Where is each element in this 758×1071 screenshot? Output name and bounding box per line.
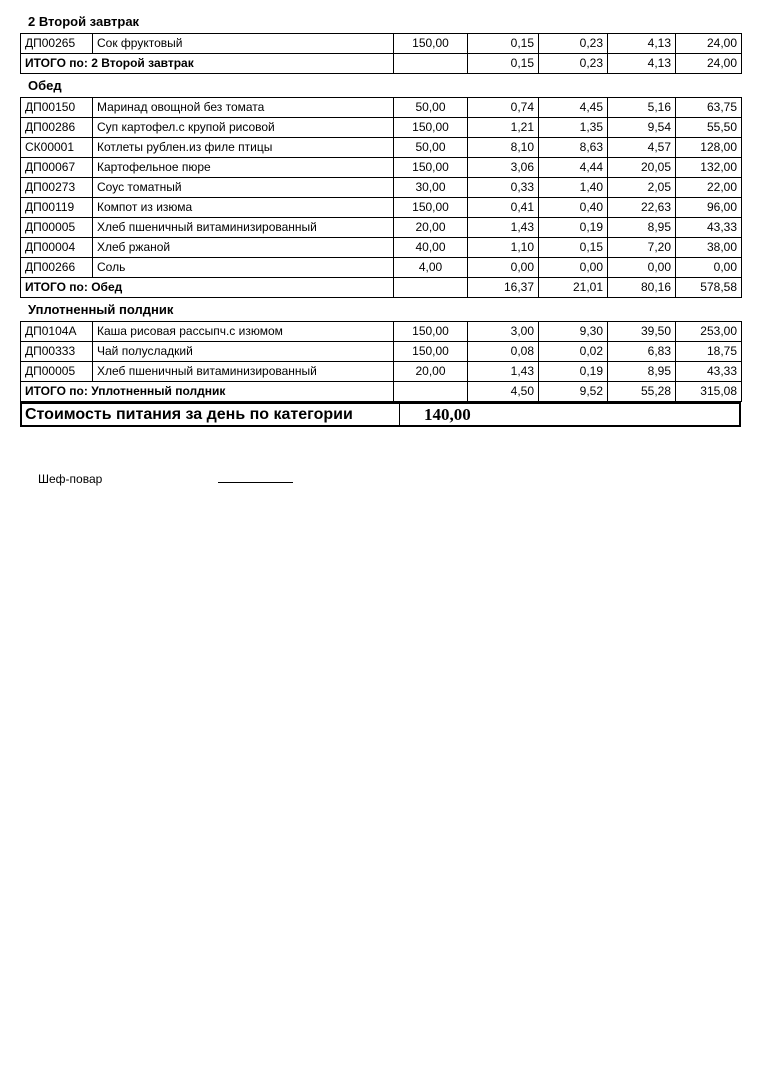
item-value-2: 0,02 (539, 342, 608, 362)
item-value-1: 0,41 (468, 198, 539, 218)
item-value-1: 1,43 (468, 218, 539, 238)
section-total-label: ИТОГО по: Обед (21, 278, 394, 298)
section-total-label: ИТОГО по: Уплотненный полдник (21, 382, 394, 402)
table-row (21, 238, 742, 258)
item-value-4: 132,00 (676, 158, 742, 178)
daily-cost-label: Стоимость питания за день по категории (22, 404, 400, 425)
item-qty: 150,00 (394, 34, 468, 54)
menu-section (0, 14, 758, 74)
section-total-value-3: 4,13 (608, 54, 676, 74)
item-value-3: 9,54 (608, 118, 676, 138)
item-qty: 20,00 (394, 218, 468, 238)
item-name: Сок фруктовый (93, 34, 394, 54)
menu-section (0, 302, 758, 402)
item-value-4: 253,00 (676, 322, 742, 342)
item-code: ДП00005 (21, 218, 93, 238)
item-value-2: 0,00 (539, 258, 608, 278)
item-code: СК00001 (21, 138, 93, 158)
table-row (21, 98, 742, 118)
item-value-4: 43,33 (676, 362, 742, 382)
item-value-4: 96,00 (676, 198, 742, 218)
section-total-row (21, 382, 742, 402)
item-code: ДП00004 (21, 238, 93, 258)
item-value-3: 6,83 (608, 342, 676, 362)
item-name: Компот из изюма (93, 198, 394, 218)
item-value-2: 1,35 (539, 118, 608, 138)
item-name: Каша рисовая рассыпч.с изюмом (93, 322, 394, 342)
item-value-4: 18,75 (676, 342, 742, 362)
table-row (21, 342, 742, 362)
item-value-4: 22,00 (676, 178, 742, 198)
item-qty: 150,00 (394, 118, 468, 138)
section-total-value-1: 4,50 (468, 382, 539, 402)
item-name: Хлеб пшеничный витаминизированный (93, 218, 394, 238)
section-total-value-1: 16,37 (468, 278, 539, 298)
item-value-1: 1,10 (468, 238, 539, 258)
item-qty: 150,00 (394, 322, 468, 342)
item-value-1: 1,43 (468, 362, 539, 382)
item-value-2: 0,19 (539, 218, 608, 238)
item-qty: 150,00 (394, 198, 468, 218)
section-title: Обед (28, 78, 62, 93)
section-total-qty (394, 54, 468, 74)
item-value-3: 39,50 (608, 322, 676, 342)
item-name: Картофельное пюре (93, 158, 394, 178)
daily-cost-row (20, 402, 741, 427)
table-row (21, 362, 742, 382)
item-value-3: 22,63 (608, 198, 676, 218)
item-value-4: 63,75 (676, 98, 742, 118)
item-qty: 150,00 (394, 158, 468, 178)
section-total-value-1: 0,15 (468, 54, 539, 74)
item-value-2: 4,44 (539, 158, 608, 178)
section-total-qty (394, 382, 468, 402)
item-name: Котлеты рублен.из филе птицы (93, 138, 394, 158)
item-qty: 150,00 (394, 342, 468, 362)
section-total-value-2: 9,52 (539, 382, 608, 402)
item-qty: 4,00 (394, 258, 468, 278)
signature-line (218, 469, 293, 483)
table-row (21, 322, 742, 342)
meal-cost-report-page (0, 0, 758, 485)
signature-block (38, 469, 758, 485)
item-name: Соль (93, 258, 394, 278)
item-value-3: 4,13 (608, 34, 676, 54)
item-code: ДП0104А (21, 322, 93, 342)
item-qty: 40,00 (394, 238, 468, 258)
item-value-4: 0,00 (676, 258, 742, 278)
section-title: 2 Второй завтрак (28, 14, 140, 29)
table-row (21, 218, 742, 238)
item-value-2: 0,40 (539, 198, 608, 218)
table-row (21, 178, 742, 198)
item-value-3: 5,16 (608, 98, 676, 118)
item-value-2: 9,30 (539, 322, 608, 342)
section-total-value-2: 0,23 (539, 54, 608, 74)
item-value-3: 8,95 (608, 218, 676, 238)
section-title: Уплотненный полдник (28, 302, 174, 317)
item-qty: 30,00 (394, 178, 468, 198)
item-value-2: 0,23 (539, 34, 608, 54)
item-code: ДП00067 (21, 158, 93, 178)
table-row (21, 158, 742, 178)
item-value-1: 8,10 (468, 138, 539, 158)
item-value-4: 24,00 (676, 34, 742, 54)
section-total-row (21, 54, 742, 74)
section-total-label: ИТОГО по: 2 Второй завтрак (21, 54, 394, 74)
item-value-3: 20,05 (608, 158, 676, 178)
item-name: Соус томатный (93, 178, 394, 198)
table-row (21, 34, 742, 54)
item-value-4: 38,00 (676, 238, 742, 258)
section-total-value-3: 55,28 (608, 382, 676, 402)
item-code: ДП00119 (21, 198, 93, 218)
item-value-4: 55,50 (676, 118, 742, 138)
item-code: ДП00150 (21, 98, 93, 118)
item-value-3: 4,57 (608, 138, 676, 158)
item-name: Хлеб ржаной (93, 238, 394, 258)
item-value-1: 1,21 (468, 118, 539, 138)
item-value-1: 0,15 (468, 34, 539, 54)
section-total-value-4: 315,08 (676, 382, 742, 402)
item-name: Маринад овощной без томата (93, 98, 394, 118)
item-code: ДП00273 (21, 178, 93, 198)
section-total-row (21, 278, 742, 298)
item-value-2: 0,19 (539, 362, 608, 382)
item-code: ДП00286 (21, 118, 93, 138)
section-total-value-4: 24,00 (676, 54, 742, 74)
item-value-1: 3,00 (468, 322, 539, 342)
section-total-value-4: 578,58 (676, 278, 742, 298)
item-value-2: 4,45 (539, 98, 608, 118)
item-value-1: 0,74 (468, 98, 539, 118)
section-total-value-3: 80,16 (608, 278, 676, 298)
item-value-1: 0,00 (468, 258, 539, 278)
item-value-2: 0,15 (539, 238, 608, 258)
item-name: Чай полусладкий (93, 342, 394, 362)
item-qty: 50,00 (394, 138, 468, 158)
item-value-4: 128,00 (676, 138, 742, 158)
item-value-2: 1,40 (539, 178, 608, 198)
item-qty: 20,00 (394, 362, 468, 382)
item-qty: 50,00 (394, 98, 468, 118)
table-row (21, 198, 742, 218)
item-code: ДП00333 (21, 342, 93, 362)
item-value-3: 8,95 (608, 362, 676, 382)
item-value-1: 0,33 (468, 178, 539, 198)
item-value-3: 7,20 (608, 238, 676, 258)
item-code: ДП00005 (21, 362, 93, 382)
item-code: ДП00266 (21, 258, 93, 278)
section-total-qty (394, 278, 468, 298)
menu-section (0, 78, 758, 298)
item-value-2: 8,63 (539, 138, 608, 158)
item-value-1: 3,06 (468, 158, 539, 178)
chef-label: Шеф-повар (38, 472, 103, 486)
item-value-1: 0,08 (468, 342, 539, 362)
menu-table (20, 33, 742, 74)
menu-table (20, 97, 742, 298)
table-row (21, 118, 742, 138)
table-row (21, 258, 742, 278)
item-code: ДП00265 (21, 34, 93, 54)
daily-cost-value: 140,00 (424, 405, 471, 424)
item-name: Хлеб пшеничный витаминизированный (93, 362, 394, 382)
section-total-value-2: 21,01 (539, 278, 608, 298)
table-row (21, 138, 742, 158)
item-value-3: 0,00 (608, 258, 676, 278)
menu-sections (0, 14, 758, 402)
item-value-4: 43,33 (676, 218, 742, 238)
item-name: Суп картофел.с крупой рисовой (93, 118, 394, 138)
item-value-3: 2,05 (608, 178, 676, 198)
menu-table (20, 321, 742, 402)
